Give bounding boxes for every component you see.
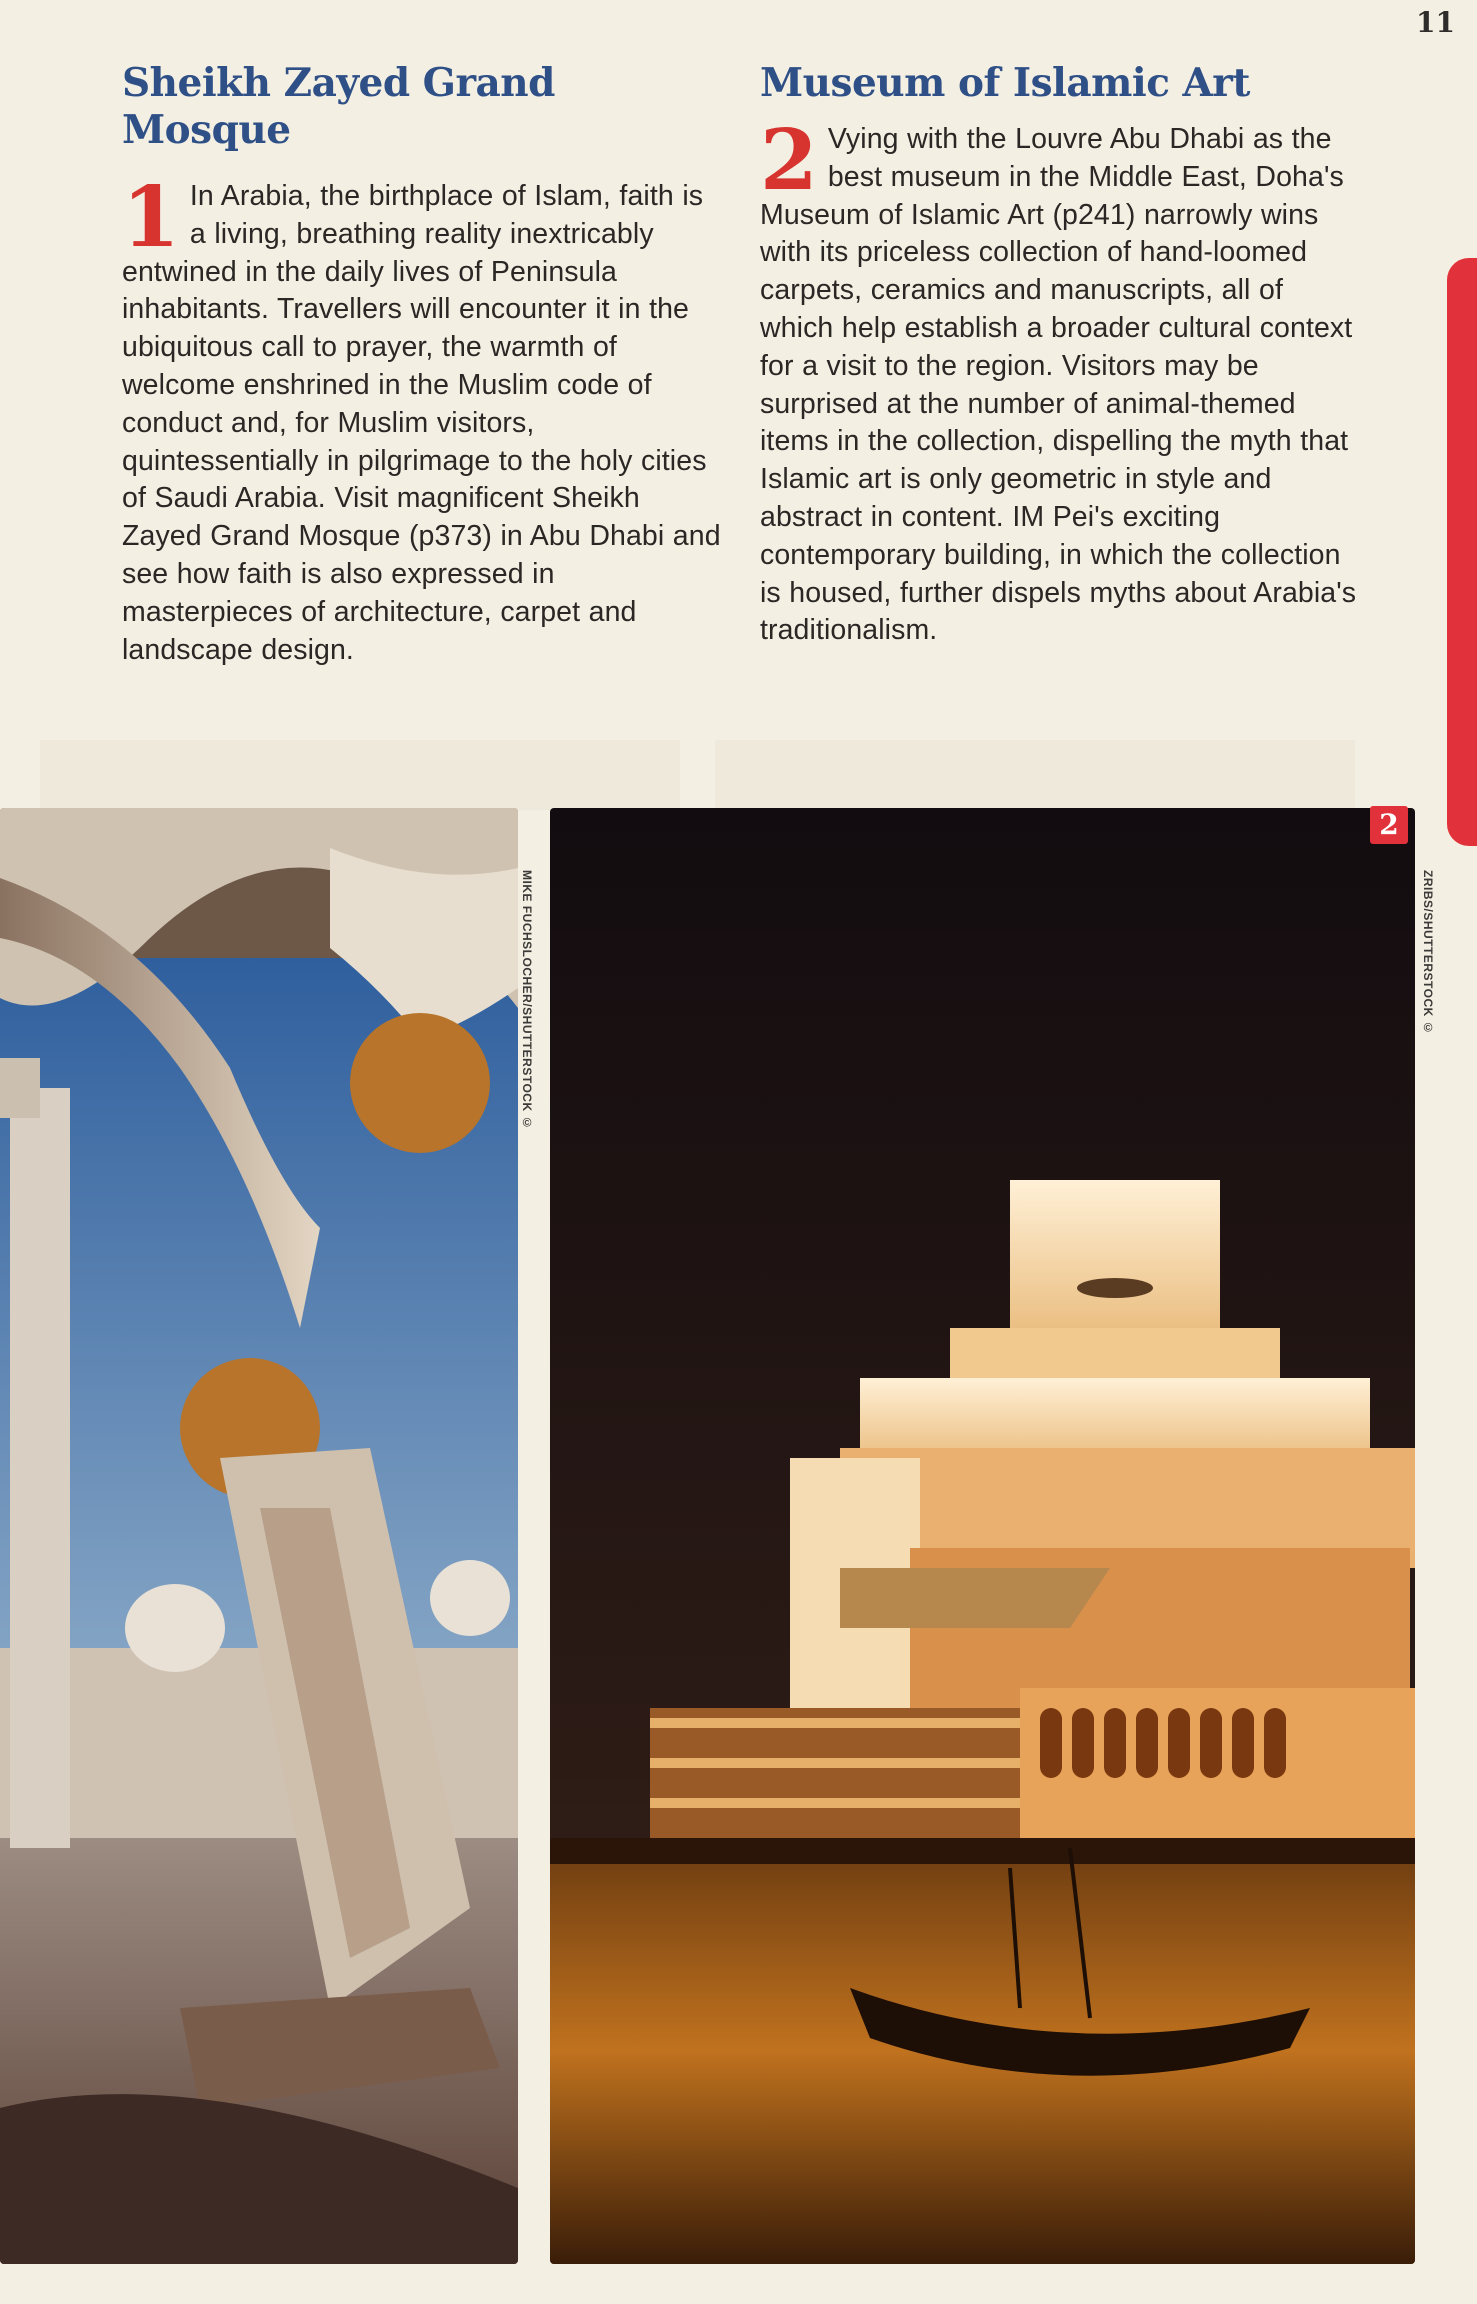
photo-credit: MIKE FUCHSLOCHER/SHUTTERSTOCK ©	[520, 870, 534, 1130]
show-through-strip	[40, 740, 680, 810]
photo-credit: ZRIBS/SHUTTERSTOCK ©	[1421, 870, 1435, 1036]
photo-number-badge: 2	[1370, 806, 1408, 844]
section-body	[122, 168, 722, 669]
section-number: 1	[122, 168, 180, 266]
section-heading: Sheikh Zayed Grand Mosque	[122, 60, 555, 153]
section-sheikh-zayed	[122, 60, 722, 669]
mosque-photo	[0, 808, 518, 2264]
section-body	[760, 111, 1360, 650]
show-through-strip	[715, 740, 1355, 810]
section-text: Vying with the Louvre Abu Dhabi as the best museum in the Middle East, Doha's Museum of Islamic Art (p241) narrowly wins with its priceless collection of hand-loomed carpets, ceramics and manuscripts, all of which help establish a broader cultural context for a visit to the region. Visitors may be surprised at the number of animal-themed items in the collection, dispelling the myth that Islamic art is only geometric in style and abstract in content. IM Pei's exciting contemporary building, in which the collection is housed, further dispels myths about Arabia's traditionalism.	[760, 123, 1357, 647]
section-number: 2	[760, 111, 818, 209]
museum-photo	[550, 808, 1415, 2264]
section-text: In Arabia, the birthplace of Islam, faith is a living, breathing reality inextricably entwined in the daily lives of Peninsula inhabitants. Travellers will encounter it in the ubiquitous call to prayer, the warmth of welcome enshrined in the Muslim code of conduct and, for Muslim visitors, quintessentially in pilgrimage to the holy cities of Saudi Arabia. Visit magnificent Sheikh Zayed Grand Mosque (p373) in Abu Dhabi and see how faith is also expressed in masterpieces of architecture, carpet and landscape design.	[122, 180, 721, 666]
section-museum-islamic-art	[760, 60, 1360, 650]
chapter-tab	[1447, 258, 1477, 846]
page-number: 11	[1416, 6, 1455, 39]
section-heading: Museum of Islamic Art	[760, 60, 1250, 106]
